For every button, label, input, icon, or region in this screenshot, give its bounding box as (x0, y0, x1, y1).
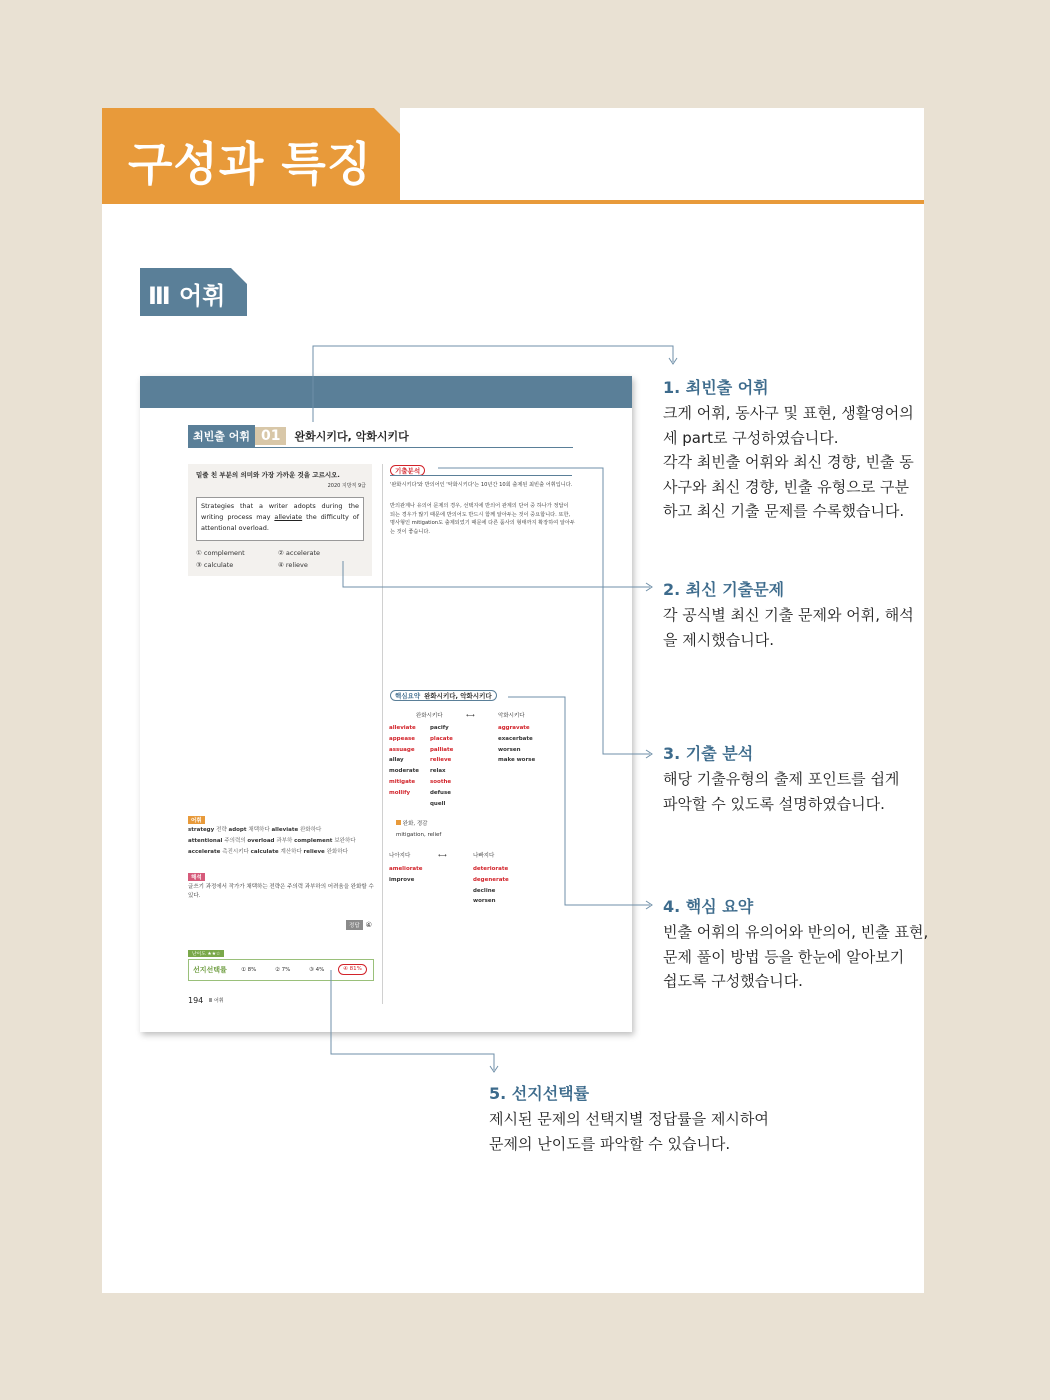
summary-worse-word: decline (473, 887, 496, 894)
vocab-word: strategy (188, 827, 217, 833)
feature-3-body (663, 767, 899, 816)
summary-noun-words: mitigation, relief (396, 832, 442, 838)
vocab-meaning: 완화하다 (300, 827, 322, 833)
feature-2-body (663, 603, 914, 652)
feature-4-line: 문제 풀이 방법 등을 한눈에 알아보기 (663, 947, 905, 966)
feature-4-body (663, 920, 928, 994)
connector-4 (508, 697, 650, 905)
feature-4-title: 4. 핵심 요약 (663, 897, 754, 916)
summary-better-head: 나아지다 (389, 853, 411, 859)
vocab-word: accelerate (188, 849, 223, 855)
feature-5-line: 문제의 난이도를 파악할 수 있습니다. (489, 1134, 731, 1153)
summary-topic: 완화시키다, 악화시키다 (424, 692, 492, 700)
question-prompt: 밑줄 친 부분의 의미와 가장 가까운 것을 고르시오. (196, 471, 340, 479)
summary-synonym-word: alleviate (389, 725, 416, 731)
difficulty-badge: 난이도 ★★☆ (188, 950, 224, 957)
summary-worse-word: degenerate (473, 876, 509, 883)
connector-1 (313, 346, 673, 422)
summary-synonym-word: mollify (389, 789, 411, 796)
summary-noun-label: 완화, 경감 (402, 821, 428, 827)
vocab-meaning: 계산하다 (280, 849, 304, 855)
vocab-word: overload (247, 838, 277, 844)
summary-arrow-2: ⟷ (438, 852, 447, 859)
analysis-label: 기출분석 (390, 465, 425, 476)
feature-2-line: 을 제시했습니다. (663, 630, 774, 649)
feature-1-line: 하고 최신 기출 문제를 수록했습니다. (663, 502, 905, 520)
vocab-word: alleviate (271, 827, 301, 833)
summary-worse-word: worsen (473, 898, 496, 905)
choice-rate-1: ① 8% (241, 967, 257, 973)
summary-left-head: 완화시키다 (416, 713, 443, 719)
connector-2 (343, 561, 650, 587)
feature-1-line: 각각 최빈출 어휘와 최신 경향, 빈출 동 (663, 453, 914, 471)
question-source: 2020 지방직 9급 (327, 483, 366, 489)
vocab-meaning: 채택하다 (248, 827, 272, 833)
page-number: 194 (188, 996, 204, 1005)
translation-text: 글쓰기 과정에서 작가가 채택하는 전략은 주의력 과부하의 어려움을 완화할 수 있다. (188, 884, 374, 899)
summary-label: 핵심요약 (395, 692, 421, 700)
answer-label: 정답 (346, 920, 363, 930)
summary-synonym-word: assuage (389, 746, 415, 753)
feature-4-line: 쉽도록 구성했습니다. (663, 972, 803, 990)
choice-rate-label: 선지선택률 (193, 966, 227, 974)
summary-synonym-word: appease (389, 735, 416, 742)
summary-worse-head: 나빠지다 (473, 853, 495, 859)
vocab-word: relieve (303, 849, 327, 855)
option-4: ④ relieve (278, 561, 308, 569)
vocab-word: attentional (188, 838, 225, 844)
summary-synonym-word: placate (430, 735, 453, 742)
summary-better-word: improve (389, 876, 415, 883)
passage-pre: Strategies that a writer adopts during the writing process may (201, 502, 359, 521)
section-label: Ⅲ 어휘 (148, 282, 226, 310)
feature-1-line: 사구와 최신 경향, 빈출 유형으로 구분 (663, 477, 909, 496)
vocab-word: complement (294, 838, 335, 844)
summary-right-head: 악화시키다 (498, 713, 525, 719)
vocab-label: 어휘 (188, 816, 205, 824)
connector-5 (331, 970, 494, 1070)
summary-synonym-word: relieve (430, 757, 452, 764)
vocab-topic: 완화시키다, 악화시키다 (294, 430, 409, 443)
summary-antonym-word: make worse (498, 757, 536, 764)
vocab-word: adopt (228, 827, 249, 833)
feature-1-title: 1. 최빈출 어휘 (663, 378, 769, 397)
vocab-meaning: 완화하다 (326, 849, 348, 855)
option-3: ③ calculate (196, 561, 234, 569)
summary-synonym-word: mitigate (389, 778, 416, 785)
passage-post: the difficulty of attentional overload. (201, 513, 359, 532)
connector-3 (438, 468, 650, 754)
summary-antonym-word: aggravate (498, 725, 530, 731)
summary-synonym-word: defuse (430, 789, 451, 796)
summary-synonym-word: quell (430, 800, 446, 807)
choice-rate-4-correct: ④ 81% (338, 964, 367, 975)
feature-1-line: 크게 어휘, 동사구 및 표현, 생활영어의 (663, 404, 914, 422)
feature-3-line: 파악할 수 있도록 설명하였습니다. (663, 794, 885, 813)
feature-5-title: 5. 선지선택률 (489, 1084, 590, 1103)
vocab-meaning: 주의력의 (224, 838, 248, 844)
answer-value: ④ (365, 921, 372, 929)
summary-synonym-word: allay (389, 757, 404, 764)
analysis-paragraph-2: 반의관계나 유의어 문제의 경우, 선택지에 반의어 관계의 단어 중 하나가 정답이 되는 경우가 많기 때문에 반의어도 반드시 함께 알아두는 것이 중요합니다. 또한, 명사형인 mitigation도 출제되었기 때문에 다른 품사의 형태까지 확장하여 알아두는 것이 좋습니다. (390, 503, 575, 535)
option-1: ① complement (196, 549, 245, 557)
summary-synonym-word: moderate (389, 768, 419, 775)
feature-5-body (489, 1107, 769, 1156)
vocab-meaning: 보완하다 (334, 838, 356, 844)
feature-4-line: 빈출 어휘의 유의어와 반의어, 빈출 표현, (663, 923, 929, 941)
feature-5-line: 제시된 문제의 선택지별 정답률을 제시하여 (489, 1110, 769, 1128)
feature-3-title: 3. 기출 분석 (663, 744, 754, 763)
summary-antonym-word: exacerbate (498, 735, 533, 742)
page-title: 구성과 특징 (128, 137, 373, 191)
summary-synonym-word: relax (430, 768, 446, 775)
feature-1-body (663, 401, 914, 524)
summary-synonym-word: palliate (430, 746, 454, 753)
analysis-paragraph-1: '완화시키다'와 반의어인 '악화시키다'는 10년간 10회 출제된 최빈출 어휘입니다. (390, 482, 573, 488)
option-2: ② accelerate (278, 549, 321, 557)
translation-label: 해석 (188, 873, 205, 881)
feature-3-line: 해당 기출유형의 출제 포인트를 쉽게 (663, 770, 900, 788)
vocab-meaning: 전략 (216, 827, 229, 833)
summary-worse-word: deteriorate (473, 866, 509, 872)
passage-underlined-word: alleviate (274, 513, 303, 521)
vocab-meaning: 촉진시키다 (222, 849, 251, 855)
summary-synonym-word: soothe (430, 778, 452, 785)
vocab-word: calculate (250, 849, 281, 855)
summary-synonym-word: pacify (430, 725, 449, 731)
vocab-tag-number: 01 (255, 427, 286, 445)
feature-2-line: 각 공식별 최신 기출 문제와 어휘, 해석 (663, 606, 914, 624)
feature-2-title: 2. 최신 기출문제 (663, 580, 785, 599)
vocab-tag-label: 최빈출 어휘 (188, 425, 255, 447)
vocab-meaning: 과부하 (276, 838, 295, 844)
summary-better-word: ameliorate (389, 866, 423, 872)
page-section: Ⅲ 어휘 (209, 998, 224, 1004)
summary-arrow-1: ⟷ (466, 712, 475, 719)
feature-1-line: 세 part로 구성하였습니다. (663, 428, 839, 447)
choice-rate-2: ② 7% (275, 967, 291, 973)
summary-antonym-word: worsen (498, 746, 521, 753)
choice-rate-3: ③ 4% (309, 967, 325, 973)
